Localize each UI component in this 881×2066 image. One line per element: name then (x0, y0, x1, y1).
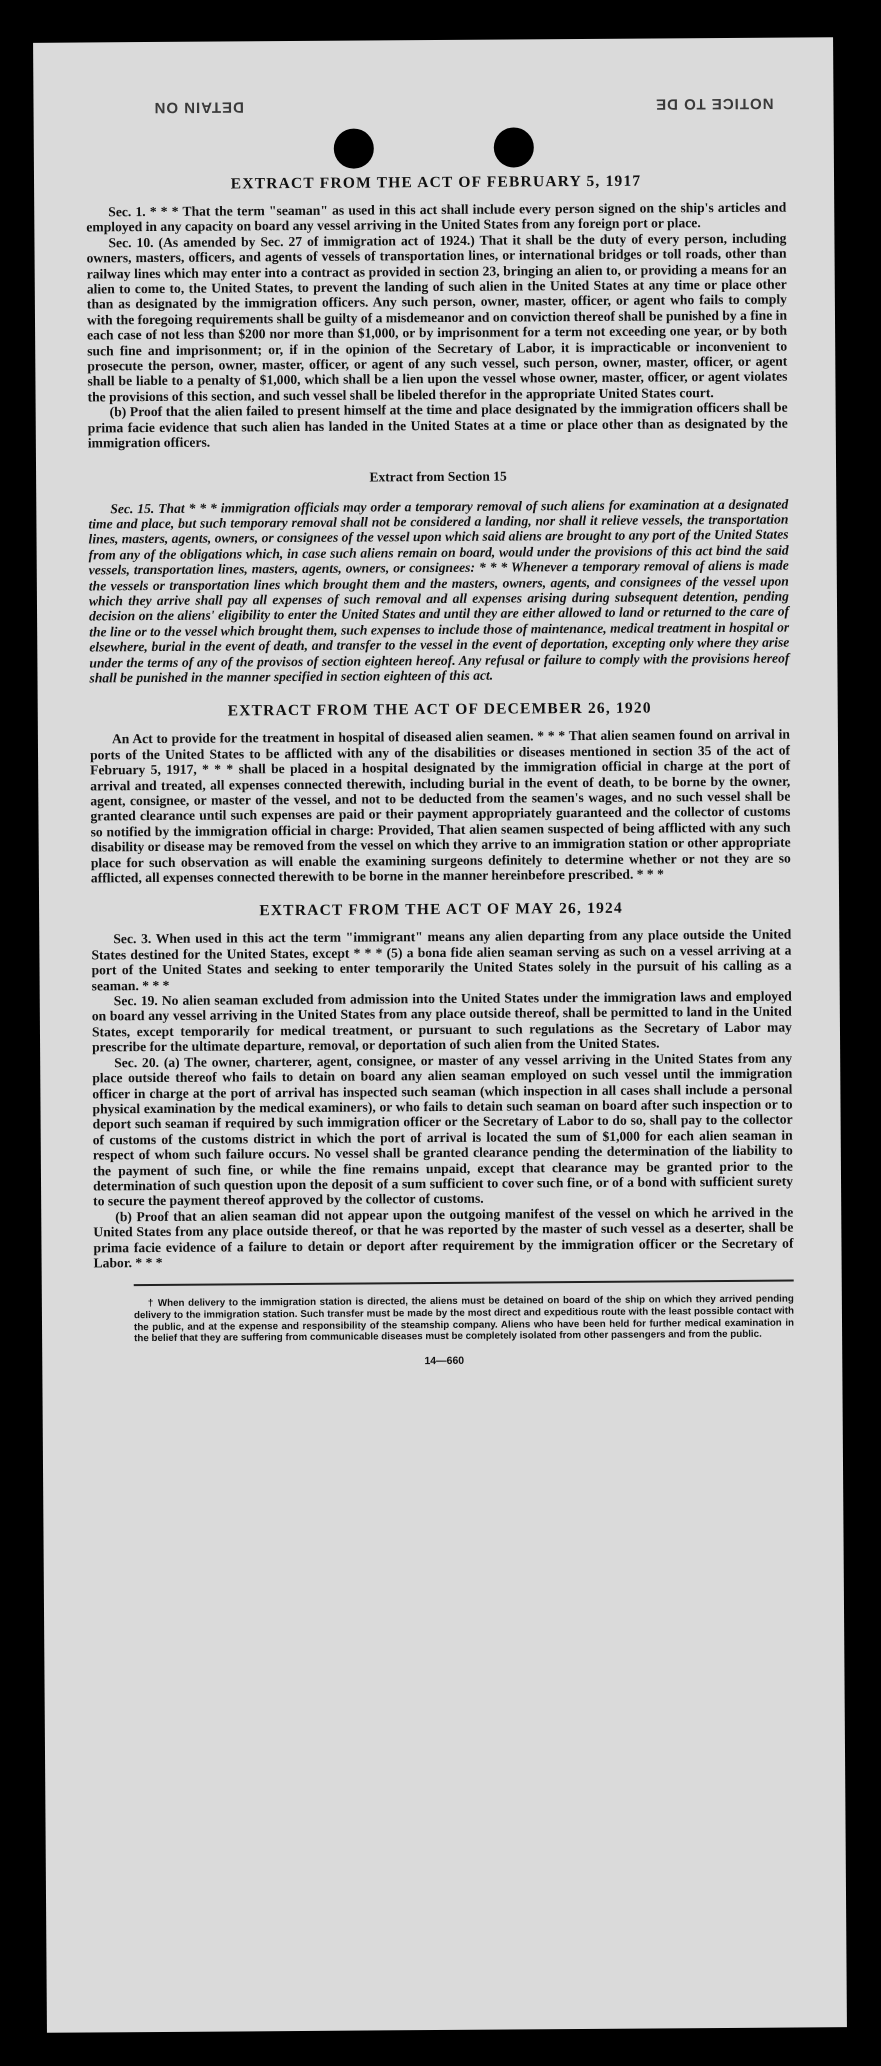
act-1924-sec-20-a: Sec. 20. (a) The owner, charterer, agent, consignee, or master of any vessel arriving in the United States from any place outside thereof who fails to detain on board any alien seaman employed on such vessel until the immigration officer in charge at the port of arrival has inspected such seaman (which inspection in all cases shall include a personal physical examination by the medical examiners), or who fails to detain such seaman on board after such inspection or to deport such seaman if required by such immigration officer or the Secretary of Labor to do so, shall pay to the collector of customs of the customs district in which the port of arrival is located the sum of $1,000 for each alien seaman in respect of whom such failure occurs. No vessel shall be granted clearance pending the determination of the liability to the payment of such fine, or while the fine remains unpaid, except that clearance may be granted prior to the determination of such question upon the deposit of a sum sufficient to cover such fine, or of a bond with sufficient surety to secure the payment thereof approved by the collector of customs. (92, 1050, 794, 1209)
document-page (33, 37, 847, 2033)
act-1917-sec-1: Sec. 1. * * * That the term "seaman" as used in this act shall include every person signed on the ship's articles and employed in any capacity on board any vessel arriving in the United States from any foreign port or place. (86, 199, 787, 235)
act-1924-title: EXTRACT FROM THE ACT OF MAY 26, 1924 (259, 900, 623, 920)
act-1917-sec-10: Sec. 10. (As amended by Sec. 27 of immigration act of 1924.) That it shall be the duty of every person, including owners, masters, officers, and agents of vessels of transportation lines, or international bridges or toll roads, other than railway lines which may enter into a contract as provided in section 23, bringing an alien to, or providing a means for an alien to come to, the United States, to prevent the landing of such alien in the United States at any time or place other than as designated by the immigration officers. Any such person, owner, master, officer, or agent who fails to comply with the foregoing requirements shall be guilty of a misdemeanor and on conviction thereof shall be punished by a fine in each case of not less than $200 nor more than $1,000, or by imprisonment for a term not exceeding one year, or by both such fine and imprisonment; or, if in the opinion of the Secretary of Labor, it is impracticable or inconvenient to prosecute the person, owner, master, officer, or agent of any such vessel, such person, owner, master, officer, or agent shall be liable to a penalty of $1,000, which shall be a lien upon the vessel whose owner, master, officer, or agent violates the provisions of this section, and such vessel shall be libeled therefor in the appropriate United States court. (86, 230, 788, 405)
act-1917-title: EXTRACT FROM THE ACT OF FEBRUARY 5, 1917 (230, 172, 642, 193)
form-number: 14—660 (424, 1354, 465, 1367)
header-notice-left: NOTICE TO DE (655, 94, 774, 113)
header-notice-right: DETAIN ON (153, 98, 244, 116)
section-15-text: Sec. 15. That * * * immigration officials may order a temporary removal of such aliens for examination at a designated time and place, but such temporary removal shall not be considered a landing, nor shall it relieve vessels, the transportation lines, masters, agents, owners, or consignees of the vessel upon which said aliens are brought to any port of the United States from any of the obligations which, in case such aliens remain on board, would under the provisions of this act bind the said vessels, transportation lines, masters, agents, owners, or consignees: * * * Whenever a temporary removal of aliens is made the vessels or transportation lines which brought them and the masters, owners, agents, and consignees of the vessel upon which they arrive shall pay all expenses of such removal and all expenses arising during subsequent detention, pending decision on the aliens' eligibility to enter the United States and until they are either allowed to land or returned to the care of the line or to the vessel which brought them, such expenses to include those of maintenance, medical treatment in hospital or elsewhere, burial in the event of death, and transfer to the vessel in the event of deportation, excepting only where they arise under the terms of any of the provisos of section eighteen hereof. Any refusal or failure to comply with the provisions hereof shall be punished in the manner specified in section eighteen of this act. (88, 496, 790, 686)
act-1924-sec-20-b: (b) Proof that an alien seaman did not appear upon the outgoing manifest of the vessel on which he arrived in the United States from any place outside thereof, or that he was reported by the master of such vessel as a deserter, shall be prima facie evidence of a failure to detain or deport after requirement by the immigration officer or the Secretary of Labor. * * * (93, 1204, 794, 1271)
act-1917-sec-10-b: (b) Proof that the alien failed to present himself at the time and place designated by the immigration officers shall be prima facie evidence that such alien has landed in the United States at a time or place other than as designated by the immigration officers. (87, 399, 788, 451)
punch-hole-right (494, 127, 534, 167)
act-1920-text: An Act to provide for the treatment in hospital of diseased alien seamen. * * * That alien seamen found on arrival in ports of the United States to be afflicted with any of the disabilities or diseases mentioned in section 35 of the act of February 5, 1917, * * * shall be placed in a hospital designated by the immigration official in charge at the port of arrival and treated, all expenses connected therewith, including burial in the event of death, to be borne by the owner, agent, consignee, or master of the vessel, and not to be deducted from the seamen's wages, and no such vessel shall be granted clearance until such expenses are paid or their payment appropriately guaranteed and the collector of customs so notified by the immigration official in charge: Provided, That alien seamen suspected of being afflicted with any such disability or disease may be removed from the vessel on which they arrive to an immigration station or other appropriate place for such observation as will enable the examining surgeons definitely to determine whether or not they are so afflicted, all expenses connected therewith to be borne in the manner hereinbefore prescribed. * * * (89, 726, 791, 886)
document-body (86, 172, 794, 1370)
act-1920-title: EXTRACT FROM THE ACT OF DECEMBER 26, 1920 (227, 699, 652, 720)
section-15-title: Extract from Section 15 (369, 468, 507, 484)
act-1924-sec-19: Sec. 19. No alien seaman excluded from admission into the United States under the immigration laws and employed on board any vessel arriving in the United States from any place outside thereof, shall be permitted to land in the United States, except temporarily for medical treatment, or pursuant to such regulations as the Secretary of Labor may prescribe for the ultimate departure, removal, or deportation of such alien from the United States. (91, 988, 793, 1055)
act-1924-sec-3: Sec. 3. When used in this act the term "immigrant" means any alien departing from any place outside the United States destined for the United States, except * * * (5) a bona fide alien seaman serving as such on a vessel arriving at a port of the United States and seeking to enter temporarily the United States solely in the pursuit of his calling as a seaman. * * * (91, 926, 792, 994)
punch-hole-left (334, 128, 374, 168)
footnote: † When delivery to the immigration station is directed, the aliens must be detained on board of the ship on which they arrived pending delivery to the immigration station. Such transfer must be made by the most direct and expeditious route with the least possible contact with the public, and at the expense and responsibility of the steamship company. Aliens who have been held for further medical examination in the belief that they are suffering from communicable diseases must be completely isolated from other passengers and from the public. (134, 1280, 794, 1345)
upside-down-header (153, 86, 773, 116)
